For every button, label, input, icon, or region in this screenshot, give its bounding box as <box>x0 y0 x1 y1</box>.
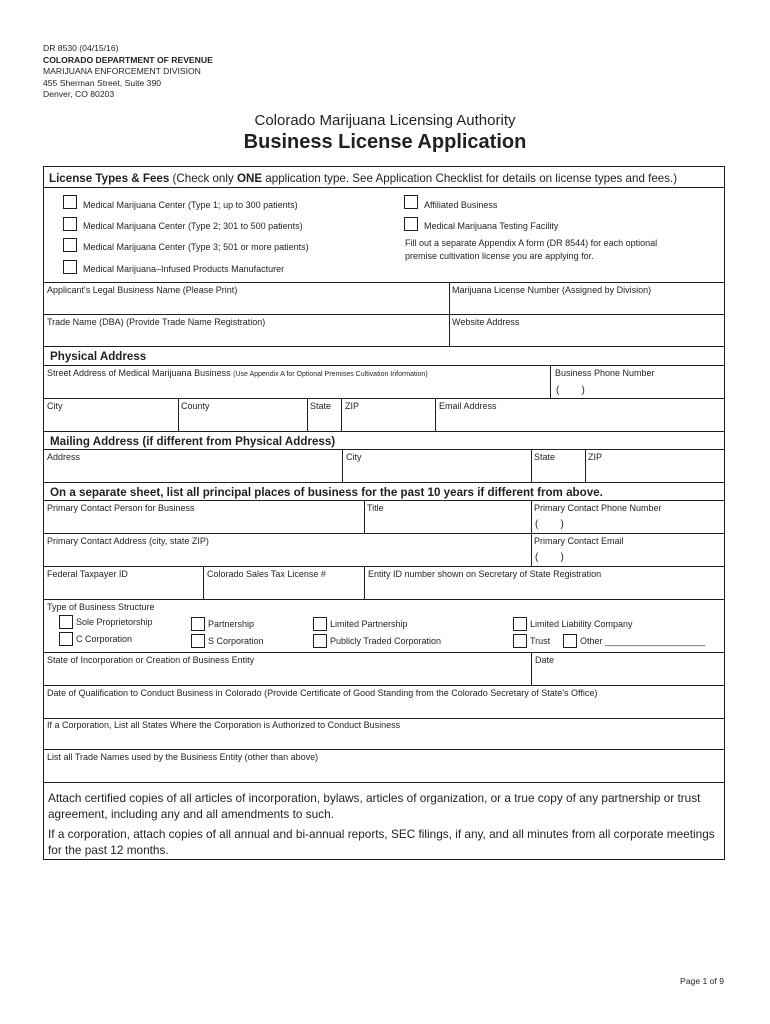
city-label: City <box>47 401 63 411</box>
appendix-note-line1: Fill out a separate Appendix A form (DR 8544) for each optional <box>405 238 658 248</box>
divider <box>43 652 725 653</box>
divider <box>43 398 725 399</box>
entity-id-label: Entity ID number shown on Secretary of State Registration <box>368 569 602 579</box>
trade-name-label: Trade Name (DBA) (Provide Trade Name Registration) <box>47 317 266 327</box>
form-number: DR 8530 (04/15/16) <box>43 43 119 53</box>
divider <box>43 346 725 347</box>
divider <box>43 449 725 450</box>
sales-tax-label: Colorado Sales Tax License # <box>207 569 326 579</box>
primary-address-label: Primary Contact Address (city, state ZIP) <box>47 536 209 546</box>
divider <box>531 652 532 685</box>
trade-names-label: List all Trade Names used by the Business Entity (other than above) <box>47 752 319 762</box>
checkbox-other[interactable] <box>563 634 577 648</box>
principal-places-heading: On a separate sheet, list all principal places of business for the past 10 years if different from above. <box>50 486 603 499</box>
option-publicly-traded: Publicly Traded Corporation <box>330 636 442 646</box>
checkbox-trust[interactable] <box>513 634 527 648</box>
business-phone-input[interactable]: ( ) <box>556 385 585 396</box>
divider <box>43 187 725 188</box>
state-label: State <box>310 401 332 411</box>
checkbox-publicly-traded[interactable] <box>313 634 327 648</box>
option-sole-proprietorship: Sole Proprietorship <box>76 617 153 627</box>
department-name: COLORADO DEPARTMENT OF REVENUE <box>43 54 213 65</box>
federal-taxpayer-label: Federal Taxpayer ID <box>47 569 128 579</box>
page-number: Page 1 of 9 <box>680 976 724 986</box>
license-types-heading-one: ONE <box>236 172 263 185</box>
mailing-address-label: Address <box>47 452 81 462</box>
divider <box>43 749 725 750</box>
license-number-label: Marijuana License Number (Assigned by Division) <box>452 285 652 295</box>
checkbox-llc[interactable] <box>513 617 527 631</box>
division-name: MARIJUANA ENFORCEMENT DIVISION <box>43 66 201 77</box>
option-mmc-type2: Medical Marijuana Center (Type 2; 301 to 500 patients) <box>83 221 303 231</box>
street-address: 455 Sherman Street, Suite 390 <box>43 77 162 88</box>
checkbox-mmc-type3[interactable] <box>63 238 77 252</box>
checkbox-testing[interactable] <box>404 217 418 231</box>
checkbox-mmipm[interactable] <box>63 260 77 274</box>
divider <box>585 449 586 482</box>
corporation-states-label: If a Corporation, List all States Where the Corporation is Authorized to Conduct Business <box>47 720 401 730</box>
incorporation-date-label: Date <box>535 655 555 665</box>
license-types-heading-pre: (Check only <box>169 172 237 185</box>
street-address-note: (Use Appendix A for Optional Premises Cultivation Information) <box>233 371 428 378</box>
website-label: Website Address <box>452 317 520 327</box>
legal-name-label: Applicant's Legal Business Name (Please Print) <box>47 285 238 295</box>
primary-phone-label: Primary Contact Phone Number <box>534 503 662 513</box>
license-types-heading <box>49 172 677 186</box>
license-types-heading-bold: License Types & Fees <box>49 172 170 185</box>
divider <box>43 282 725 283</box>
divider <box>43 314 725 315</box>
option-affiliated: Affiliated Business <box>424 200 498 210</box>
divider <box>531 449 532 482</box>
authority-title: Colorado Marijuana Licensing Authority <box>254 112 516 129</box>
divider <box>178 398 179 431</box>
qualification-date-label: Date of Qualification to Conduct Business in Colorado (Provide Certificate of Good Standing from the Colorado Secretary of State's Office) <box>47 688 598 698</box>
checkbox-affiliated[interactable] <box>404 195 418 209</box>
business-phone-label: Business Phone Number <box>555 368 655 378</box>
email-label: Email Address <box>439 401 497 411</box>
divider <box>341 398 342 431</box>
checkbox-sole-proprietorship[interactable] <box>59 615 73 629</box>
divider <box>43 718 725 719</box>
divider <box>43 431 725 432</box>
checkbox-c-corporation[interactable] <box>59 632 73 646</box>
appendix-note-line2: premise cultivation license you are applying for. <box>405 251 594 261</box>
primary-phone-input[interactable]: ( ) <box>535 519 564 530</box>
mailing-state-label: State <box>534 452 556 462</box>
mailing-zip-label: ZIP <box>588 452 603 462</box>
option-limited-partnership: Limited Partnership <box>330 619 408 629</box>
checkbox-s-corporation[interactable] <box>191 634 205 648</box>
checkbox-partnership[interactable] <box>191 617 205 631</box>
option-trust: Trust <box>530 636 551 646</box>
zip-label: ZIP <box>345 401 360 411</box>
divider <box>364 566 365 599</box>
city-line: Denver, CO 80203 <box>43 89 115 100</box>
divider <box>43 533 725 534</box>
checkbox-limited-partnership[interactable] <box>313 617 327 631</box>
option-s-corporation: S Corporation <box>208 636 264 646</box>
title-label: Title <box>367 503 384 513</box>
option-partnership: Partnership <box>208 619 255 629</box>
incorporation-state-label: State of Incorporation or Creation of Business Entity <box>47 655 255 665</box>
option-other: Other ____________________ <box>580 636 706 646</box>
divider <box>43 685 725 686</box>
divider <box>342 449 343 482</box>
divider <box>43 566 725 567</box>
divider <box>43 482 725 483</box>
county-label: County <box>181 401 210 411</box>
primary-email-input[interactable]: ( ) <box>535 552 564 563</box>
divider <box>43 365 725 366</box>
option-mmc-type1: Medical Marijuana Center (Type 1; up to 300 patients) <box>83 200 298 210</box>
divider <box>43 500 725 501</box>
divider <box>550 365 551 398</box>
divider <box>43 599 725 600</box>
attachment-instructions-2: If a corporation, attach copies of all annual and bi-annual reports, SEC filings, if any, and all minutes from all corporate meetings for the past 12 months. <box>48 827 715 857</box>
divider <box>43 782 725 783</box>
license-types-heading-post: application type. See Application Checklist for details on license types and fees.) <box>262 172 678 185</box>
physical-address-heading: Physical Address <box>50 350 147 363</box>
divider <box>203 566 204 599</box>
mailing-city-label: City <box>346 452 362 462</box>
street-address-label <box>47 368 428 380</box>
primary-contact-label: Primary Contact Person for Business <box>47 503 195 513</box>
mailing-address-heading: Mailing Address (if different from Physical Address) <box>50 435 336 448</box>
checkbox-mmc-type2[interactable] <box>63 217 77 231</box>
option-testing: Medical Marijuana Testing Facility <box>424 221 559 231</box>
divider <box>307 398 308 431</box>
option-llc: Limited Liability Company <box>530 619 633 629</box>
option-c-corporation: C Corporation <box>76 634 133 644</box>
option-mmc-type3: Medical Marijuana Center (Type 3; 501 or more patients) <box>83 242 309 252</box>
divider <box>435 398 436 431</box>
business-structure-heading: Type of Business Structure <box>47 602 155 612</box>
form-title: Business License Application <box>243 131 527 153</box>
option-mmipm: Medical Marijuana–Infused Products Manufacturer <box>83 264 285 274</box>
attachment-instructions-1: Attach certified copies of all articles of incorporation, bylaws, articles of organization, or a true copy of any partnership or trust agreement, including any and all amendments to such. <box>48 791 701 821</box>
agency-header <box>43 43 213 101</box>
primary-email-label: Primary Contact Email <box>534 536 624 546</box>
checkbox-mmc-type1[interactable] <box>63 195 77 209</box>
divider <box>364 500 365 533</box>
street-address-label-text: Street Address of Medical Marijuana Business <box>47 368 231 378</box>
